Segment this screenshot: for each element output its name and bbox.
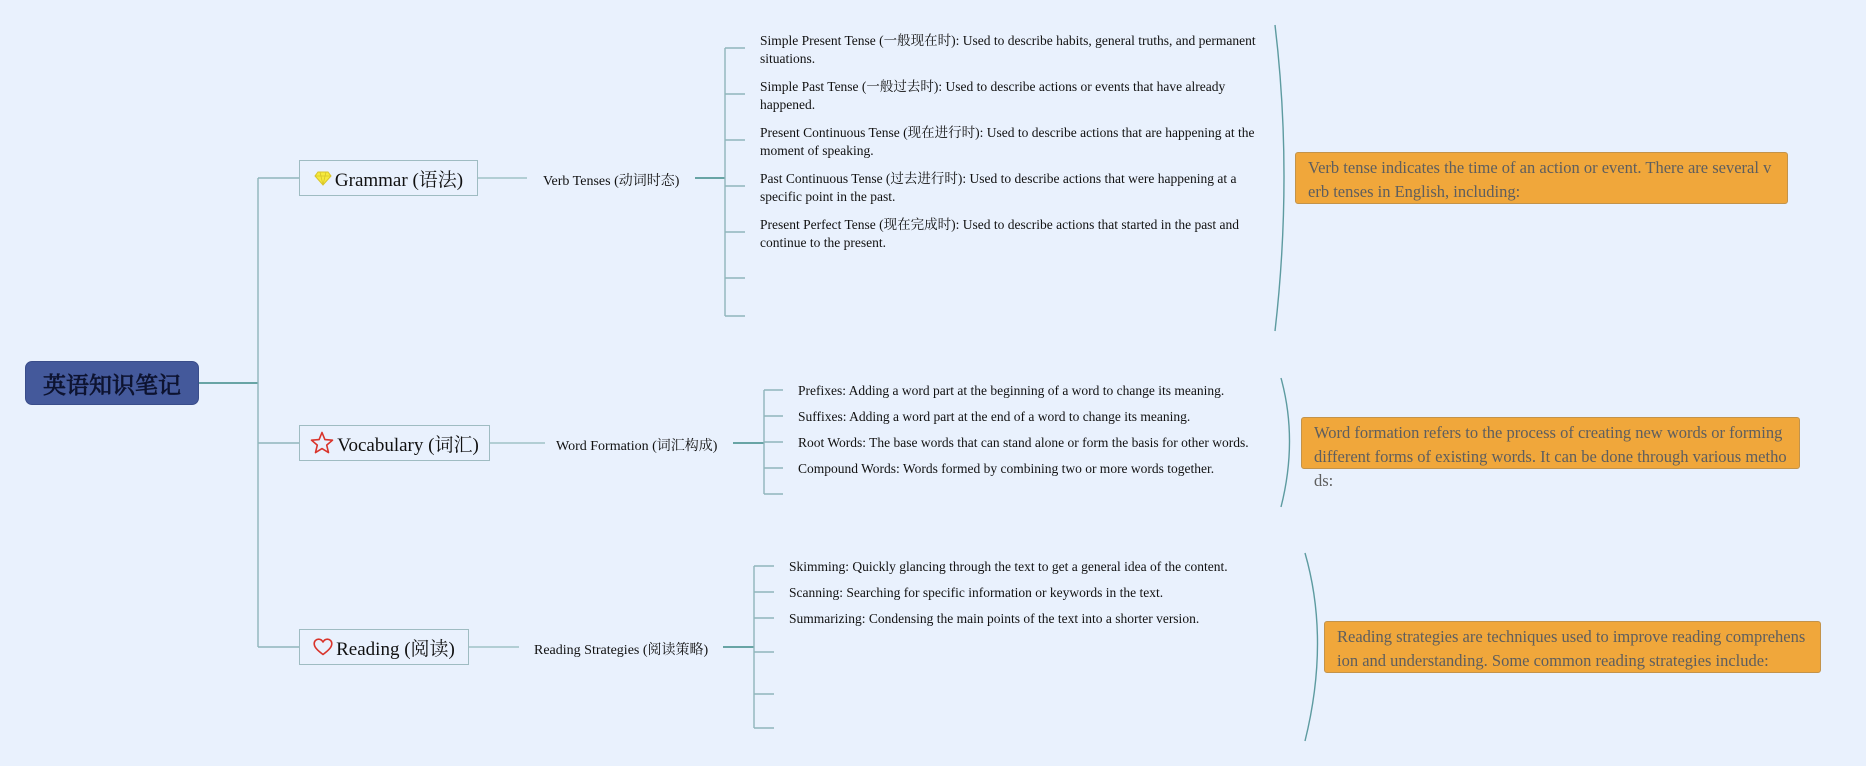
subtopic-word-formation[interactable]: Word Formation (词汇构成) <box>556 439 718 454</box>
topic-label: Vocabulary (词汇) <box>337 434 479 456</box>
leaf-item[interactable]: Summarizing: Condensing the main points of the text into a shorter version. <box>789 611 1200 626</box>
leaf-item[interactable]: Skimming: Quickly glancing through the text to get a general idea of the content. <box>789 559 1228 574</box>
subtopic-reading-strategies[interactable]: Reading Strategies (阅读策略) <box>534 643 709 658</box>
note-word-formation[interactable]: Word formation refers to the process of creating new words or forming different forms of existing words. It can be done through various methods: <box>1301 417 1800 469</box>
leaf-item[interactable]: Scanning: Searching for specific information or keywords in the text. <box>789 585 1164 600</box>
leaf-item[interactable]: Suffixes: Adding a word part at the end of a word to change its meaning. <box>798 409 1191 424</box>
leaf-item[interactable]: Compound Words: Words formed by combining two or more words together. <box>798 461 1215 476</box>
topic-reading[interactable] <box>299 629 469 665</box>
gem-icon <box>314 169 332 187</box>
note-verb-tenses[interactable]: Verb tense indicates the time of an action or event. There are several verb tenses in English, including: <box>1295 152 1788 204</box>
leaf-item[interactable]: Prefixes: Adding a word part at the beginning of a word to change its meaning. <box>798 383 1225 398</box>
root-title: 英语知识笔记 <box>43 372 181 399</box>
star-icon <box>310 431 334 455</box>
heart-icon <box>313 638 333 656</box>
leaf-item[interactable]: Present Perfect Tense (现在完成时): Used to describe actions that started in the past and continue to the present. <box>760 217 1240 250</box>
note-reading-strategies[interactable]: Reading strategies are techniques used to improve reading comprehension and understanding. Some common reading strategies include: <box>1324 621 1821 673</box>
topic-label: Reading (阅读) <box>336 638 455 660</box>
leaf-item[interactable]: Simple Past Tense (一般过去时): Used to describe actions or events that have already happened. <box>760 79 1226 112</box>
topic-vocabulary[interactable] <box>299 425 490 461</box>
leaf-item[interactable]: Simple Present Tense (一般现在时): Used to describe habits, general truths, and permanent situations. <box>760 33 1256 66</box>
topic-grammar[interactable] <box>299 160 478 196</box>
root-node[interactable] <box>25 361 199 405</box>
topic-label: Grammar (语法) <box>334 169 464 191</box>
subtopic-verb-tenses[interactable]: Verb Tenses (动词时态) <box>543 174 680 189</box>
leaf-item[interactable]: Root Words: The base words that can stand alone or form the basis for other words. <box>798 435 1249 450</box>
leaf-item[interactable]: Past Continuous Tense (过去进行时): Used to describe actions that were happening at a specific point in the past. <box>760 171 1237 204</box>
leaf-item[interactable]: Present Continuous Tense (现在进行时): Used to describe actions that are happening at the moment of speaking. <box>760 125 1255 158</box>
